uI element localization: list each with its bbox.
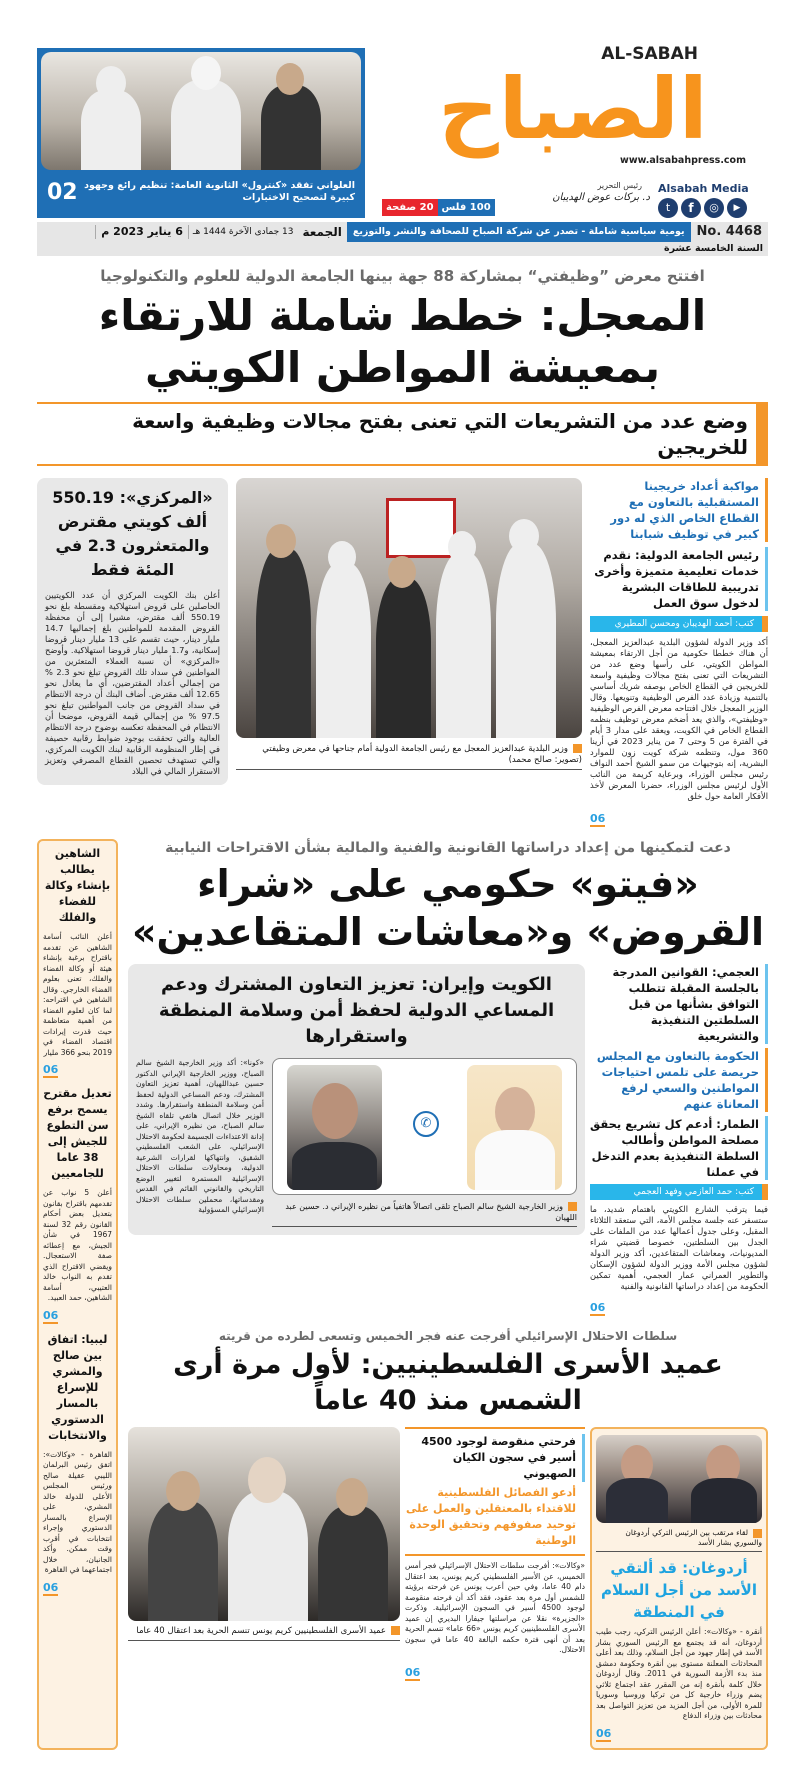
lead-row [37, 478, 768, 827]
lead-subhead [37, 402, 768, 466]
person-body-shape [376, 578, 431, 738]
top-story-box[interactable] [37, 48, 365, 218]
lead-headline[interactable]: المعجل: خطط شاملة للارتقاء بمعيشة المواطن الكويتي [98, 291, 707, 392]
issue-number: No. 4468 [696, 224, 762, 239]
lead-right-col [590, 478, 768, 827]
lead-photo-caption: وزير البلدية عبدالعزيز المعجل مع رئيس الجامعة الدولية أمام جناحها في معرض وظيفتي (تصوير: صالح محمد) [236, 742, 582, 770]
kuwait-iran-box [128, 964, 585, 1235]
editor-title: رئيس التحرير [597, 181, 642, 190]
veto-deck-2: الحكومة بالتعاون مع المجلس حريصة على تلمس احتياجات المواطنين والسعي لرفع المعاناة عنهم [590, 1048, 768, 1112]
prisoner-photo-caption: عميد الأسرى الفلسطينيين كريم يونس تنسم الحرية بعد اعتقال 40 عاما [128, 1624, 400, 1641]
kuwait-iran-body: «كونا»: أكد وزير الخارجية الشيخ سالم الصباح، ووزير الخارجية الإيراني الدكتور حسين عبداللهيان، أهمية تعزيز التعاون المشترك، ودعم المساعي الدولية لحفظ أمن وسلامة المنطقة واستقرارها. وشدد الوزير خلال اتصال هاتفي تلقاه الشيخ سالم الصباح، من نظيره الإيراني، على إدانة الاعتداءات الجسيمة لحكومة الاحتلال الإسرائيلي، على الشعب الفلسطيني الشقيق، وانتهاكها لقرارات الشرعية الدولية، ومحاولات سلطات الاحتلال الإسرائيلية المستمرة لتغيير الوضع التاريخي والقانوني القائم في القدس ومقدساتها، محملين سلطات الاحتلال الإسرائيلي المسؤولية [136, 1058, 264, 1214]
prisoner-kicker: سلطات الاحتلال الإسرائيلي أفرجت عنه فجر الخميس وتسعى لطرده من قريته [218, 1329, 678, 1343]
social-icons [658, 198, 747, 218]
prisoner-photo [128, 1427, 400, 1621]
lead-byline: كتب: أحمد الهديبان ومحسن المطيري [590, 616, 768, 632]
person-body-shape [691, 1478, 757, 1523]
top-story-headline: العلواني تفقد «كنترول» الثانوية العامة: تنظيم رائع وجهود كبيرة لتصحيح الاختبارات [84, 180, 355, 203]
sidebar [37, 839, 118, 1750]
decorative-shape [590, 1296, 768, 1316]
person-body-shape [148, 1501, 218, 1621]
price-badge [382, 199, 495, 216]
veto-page-ref[interactable]: 06 [590, 1301, 606, 1314]
sidebar-page-ref[interactable]: 06 [43, 1580, 59, 1594]
media-label: Alsabah Media [658, 182, 749, 195]
website-url[interactable]: www.alsabahpress.com [620, 155, 746, 166]
top-story-photo [41, 52, 361, 170]
lead-photo [236, 478, 582, 738]
kuwait-minister-photo [467, 1065, 562, 1190]
sidebar-body: أعلن النائب أسامة الشاهين عن تقدمه باقتراح برغبة بإنشاء هيئة أو وكالة الفضاء والفلك، تعنى بعلوم الفضاء الخارجي. وقال الشاهين في اقتراحه: لما كان لعلوم الفضاء من أهمية متعاظمة حيث قدرت إيرادات اقتصاد الفضاء في 2019 بنحو 366 مليار [43, 932, 112, 1057]
erdogan-body: أنقرة - «وكالات»: أعلن الرئيس التركي، رجب طيب أردوغان، أنه قد يجتمع مع الرئيس السوري بشار الأسد في إطار جهود من أجل السلام، وذلك بعد أعلى المحادثات المعلنة مستوى بين أنقرة وحكومة دمشق منذ بدء الأزمة السورية في 2011. وقال أردوغان خلال كلمة بأنقرة إنه من المقرر عقد اجتماع ثلاثي يضم وزراء خارجية كل من تركيا وروسيا وسوريا للمرة الأولى، من أجل المزيد من تعزيز التواصل بعد محادثات بين وزراء الدفاع [596, 1627, 762, 1720]
lead-kicker: افتتح معرض ”وظيفتي“ بمشاركة 88 جهة بينها الجامعة الدولية للعلوم والتكنولوجيا [100, 267, 705, 285]
lower-area [37, 839, 768, 1750]
person-head-shape [388, 556, 416, 588]
person-body-shape [256, 548, 311, 738]
sidebar-item-libya[interactable] [43, 1332, 112, 1596]
person-head-shape [276, 63, 304, 95]
day: الجمعة [302, 225, 342, 239]
kuwait-iran-photos [272, 1058, 577, 1195]
central-bank-box [37, 478, 228, 785]
lead-photo-col [236, 478, 582, 770]
sidebar-page-ref[interactable]: 06 [43, 1308, 59, 1322]
person-head-shape [248, 1457, 286, 1503]
decorative-shape [590, 807, 768, 827]
lead-body: أكد وزير الدولة لشؤون البلدية عبدالعزيز المعجل، أن هناك خططا حكومية من أجل الارتقاء بمعيشة المواطن الكويتي، على رأسها وضع عدد من التشريعات التي تعنى بفتح مجالات وظيفية واسعة للخريجين في القطاع الخاص بوصفه شريك أساسي بالتنمية وزيادة عدد الفرص الوظيفية وتنويعها. وقال الوزير المعجل خلال افتتاحه معرض الفرص الوظيفية «وظيفتي»، والذي يعد أضخم معرض توظيف بنظمه القطاع الخاص في الكويت، ويعقد على مدار 3 أيام في الفترة من 5 وحتى 7 من يناير 2023 في أرينا 360 مول، وتنظمه شركة كويت زون للموارد البشرية، إنه بتوجيهات من سمو الشيخ أحمد النواف رئيس مجلس الوزراء، وبرعاية كريمة من النائب الأول لرئيس مجلس الوزراء، حضرنا المعرض لأخذ الأفكار العامة حول خلق [590, 637, 768, 801]
lead-deck-2: رئيس الجامعة الدولية: نقدم خدمات تعليمية متميزة وأخرى تدريبية للطاقات البشرية لدخول سوق العمل [590, 547, 768, 611]
person-head-shape [166, 1471, 200, 1511]
prisoner-page-ref[interactable]: 06 [405, 1665, 421, 1679]
person-body-shape [228, 1491, 308, 1621]
iran-minister-photo [287, 1065, 382, 1190]
person-head-shape [336, 1478, 368, 1516]
person-body-shape [171, 80, 241, 170]
veto-deck-3: الطمار: أدعم كل تشريع يحقق مصلحة المواطن وأطالب السلطة التنفيذية بعدم التدخل في عملنا [590, 1116, 768, 1180]
person-head-shape [509, 519, 539, 553]
veto-byline: كتب: حمد العازمي وفهد العجمي [590, 1184, 768, 1200]
sidebar-body: أعلن 5 نواب عن تقدمهم باقتراح بقانون بتعديل بعض أحكام القانون رقم 32 لسنة 1967 في شأن الجيش، مع إعطائه صفة الاستعجال. ويقضي الاقتراح الذي تقدم به النواب خالد العتيبي، أسامة الشاهين، حمد العبيد. [43, 1188, 112, 1302]
prisoner-headline[interactable]: عميد الأسرى الفلسطينيين: لأول مرة أرى الشمس منذ 40 عاماً [173, 1349, 723, 1416]
person-body-shape [606, 1478, 668, 1523]
sidebar-body: القاهرة - «وكالات»: اتفق رئيس البرلمان الليبي عقيلة صالح ورئيس المجلس الأعلى للدولة خالد المشري، على الإسراع بالمسار الدستوري وإجراء انتخابات في أقرب وقت ممكن. وأكد الجانبان، خلال اجتماعهما في القاهرة [43, 1449, 112, 1574]
date: 6 يناير 2023 م [95, 225, 188, 239]
veto-row [128, 964, 768, 1316]
editor [500, 180, 650, 204]
info-bar [37, 222, 768, 256]
top-story-page: 02 [47, 179, 78, 205]
person-body-shape [436, 553, 491, 738]
veto-kicker: دعت لتمكينها من إعداد دراساتها القانونية والفنية والمالية بشأن الاقتراحات النيابية [165, 840, 731, 856]
year: السنة الخامسة عشرة [664, 243, 763, 254]
page-count: 20 صفحة [382, 199, 438, 216]
logo-en: AL-SABAH [601, 44, 698, 64]
prisoner-decks [405, 1427, 585, 1556]
logo [378, 44, 768, 169]
sidebar-item-army-age[interactable] [43, 1086, 112, 1324]
kuwait-iran-photo-col [272, 1058, 577, 1227]
sidebar-headline: ليبيا: اتفاق بين صالح والمشري للإسراع بالمسار الدستوري والانتخابات [47, 1332, 108, 1442]
instagram-icon[interactable]: ◎ [704, 198, 724, 218]
twitter-icon[interactable]: t [658, 198, 678, 218]
veto-headline[interactable]: «فيتو» حكومي على «شراء القروض» و«معاشات المتقاعدين» [131, 862, 765, 954]
lead-deck-1: مواكبة أعداد خريجينا المستقبلية بالتعاون مع القطاع الخاص الذي له دور كبير في توظيف شبابنا [590, 478, 768, 542]
phone-icon: ✆ [413, 1111, 439, 1137]
masthead [0, 0, 800, 222]
facebook-icon[interactable]: f [681, 198, 701, 218]
erdogan-photo-caption: لقاء مرتقب بين الرئيس التركي أردوغان والسوري بشار الأسد [596, 1526, 762, 1552]
person-body-shape [292, 1142, 377, 1190]
veto-body: فيما يترقب الشارع الكويتي باهتمام شديد، ما ستسفر عنه جلسة مجلس الأمة، التي ستعقد الثلاثاء المقبل، وعلى جدول أعمالها عدد من الملفات على الجدل بين السلطتين، خصوصا قضيتي شراء المديونيات، ومعاشات المتقاعدين، أكد وزير الدولة لشؤون مجلس الأمة ووزير الدولة لشؤون الإسكان والتطوير العمراني عمار العجمي، أهمية تمكين الحكومة من إعداد دراساتها القانونية والفنية [590, 1204, 768, 1291]
person-body-shape [81, 90, 141, 170]
sidebar-item-space-agency[interactable] [43, 846, 112, 1078]
erdogan-photo [596, 1435, 762, 1523]
decorative-shape [405, 1661, 585, 1681]
veto-deck-1: العجمي: القوانين المدرجة بالجلسة المقبلة تتطلب التوافق بشأنها من قبل السلطتين التنفيذية والتشريعية [590, 964, 768, 1044]
sidebar-headline: الشاهين يطالب بإنشاء وكالة للفضاء والفلك [44, 847, 111, 924]
person-head-shape [266, 524, 296, 558]
person-body-shape [318, 1506, 388, 1621]
kuwait-iran-row [136, 1058, 577, 1227]
page-content [37, 222, 768, 1770]
prisoner-deck-2: أدعو الفصائل الفلسطينية للاقتداء بالمعتقلين والعمل على توحيد صفوفهم وتحقيق الوحدة الوطنية [405, 1485, 585, 1549]
price: 100 فلس [438, 199, 495, 216]
erdogan-page-ref[interactable]: 06 [596, 1726, 612, 1740]
kuwait-iran-headline[interactable]: الكويت وإيران: تعزيز التعاون المشترك ودعم المساعي الدولية لحفظ أمن وسلامة المنطقة واستقرارها [158, 974, 555, 1047]
banner-shape [386, 498, 456, 558]
youtube-icon[interactable]: ▶ [727, 198, 747, 218]
prisoner-photo-col [128, 1427, 400, 1641]
lead-subhead-text: وضع عدد من التشريعات التي تعنى بفتح مجالات وظيفية واسعة للخريجين [132, 409, 748, 459]
person-head-shape [448, 531, 476, 563]
lower-main [128, 839, 768, 1750]
sidebar-page-ref[interactable]: 06 [43, 1063, 59, 1076]
lead-page-ref[interactable]: 06 [590, 812, 606, 825]
central-bank-body: أعلن بنك الكويت المركزي أن عدد الكويتيين الحاصلين على قروض استهلاكية ومقسطة بلغ نحو 550.19 ألف مقترض، مشيرا إلى أن محفظة القروض المقدمة للمواطنين بلغ إجماليها 14.7 مليار دينار، حيث تقسم على 13 مليار دينار قروضا إسكانية، و1.7 مليار دينار قروضا استهلاكية. وأوضح «المركزي» أن نسبة العملاء المتعثرين من المواطنين في سداد تلك القروض تبلغ نحو 2.3 % من إجمالي أعداد المقترضين، أي ما يعادل نحو 12.65 ألف مقترض. أضاف البنك أن درجة الانتظام في سداد القروض من جانب المواطنين تبلغ نحو 97.5 % من إجمالي قيمة القروض، موضحا أن الانتظام في المحفظة تعكسه بوضوح درجة الانتظام العالية والتي تحققت بوجود ضوابط رقابية حصيفة في إطار المنظومة الرقابية لبنك الكويت المركزي، والتي تستهدف تحصين القطاع المصرفي وتعزيز الاستقرار المالي في البلاد [45, 590, 220, 776]
prisoner-text-col [405, 1427, 585, 1681]
person-body-shape [316, 563, 371, 738]
editor-name: د. بركات عوض الهديبان [552, 192, 650, 203]
tagline: يومية سياسية شاملة - تصدر عن شركة الصباح للصحافة والنشر والتوزيع [347, 222, 691, 242]
prisoner-body: «وكالات»: أفرجت سلطات الاحتلال الإسرائيلي فجر أمس الخميس، عن الأسير الفلسطيني كريم يونس، بعد اعتقال دام 40 عاما، وفي حين أعرب يونس عن فرحته برؤيته للشمس أول مرة بعد عقود، فقد أكد أن فرحته منقوصة لوجود 4500 أسير في السجون الإسرائيلية. وذكرت «الجزيرة» نقلا عن مراسلتها جيفارا البديري إن عميد الأسرى الفلسطينيين كريم يونس «66 عاما» تنسم الحرية بعد أن أنهى فترة حكمه البالغة 40 عاما في سجون الاحتلال. [405, 1561, 586, 1654]
top-story-bar [41, 170, 361, 214]
hijri-date: 13 جمادى الآخرة 1444 هـ [188, 225, 298, 239]
veto-right-col [590, 964, 768, 1316]
sidebar-headline: تعديل مقترح يسمح برفع سن التطوع للجيش إلى 38 عاما للجامعيين [43, 1087, 112, 1180]
erdogan-headline[interactable]: أردوغان: قد ألتقي الأسد من أجل السلام في المنطقة [601, 1559, 757, 1621]
person-head-shape [328, 541, 356, 573]
person-head-shape [96, 66, 126, 100]
kuwait-iran-photo-caption: وزير الخارجية الشيخ سالم الصباح تلقى اتصالاً هاتفياً من نظيره الإيراني د. حسين عبد اللهيان [272, 1199, 577, 1227]
person-body-shape [261, 85, 321, 170]
person-head-shape [312, 1083, 358, 1139]
person-body-shape [496, 543, 556, 738]
prisoner-deck-1: فرحتي منقوصة لوجود 4500 أسير في سجون الكيان الصهيوني [405, 1434, 585, 1482]
logo-ar: الصباح [438, 60, 708, 158]
prisoner-row [128, 1427, 768, 1750]
central-bank-headline[interactable]: «المركزي»: 550.19 ألف كويتي مقترض والمتعثرون 2.3 في المئة فقط [52, 488, 213, 579]
bottom-spacer [37, 1750, 768, 1770]
person-body-shape [475, 1130, 555, 1190]
person-head-shape [191, 56, 221, 90]
erdogan-box [590, 1427, 768, 1750]
